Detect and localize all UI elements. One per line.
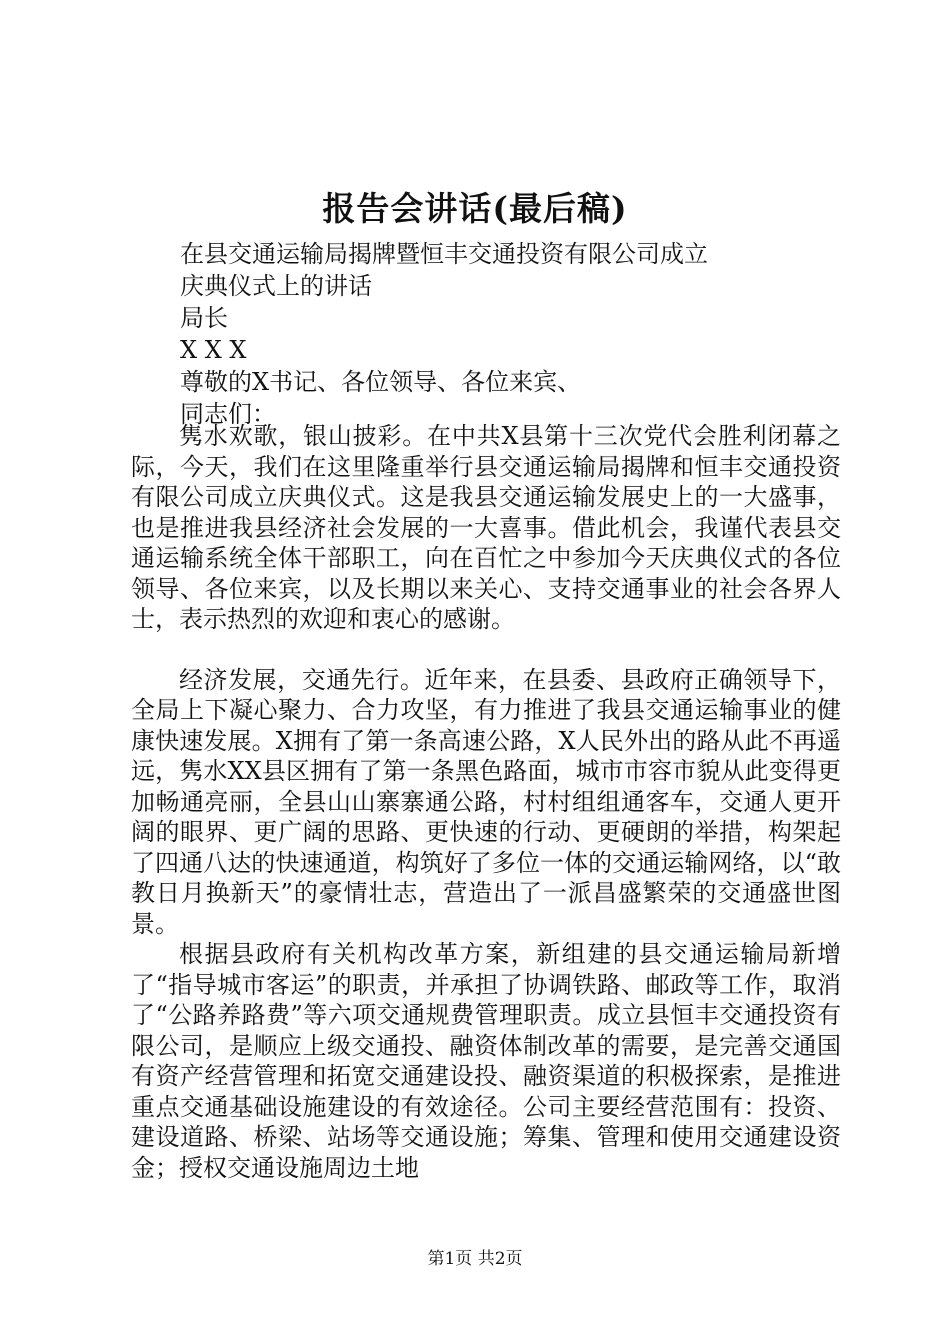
- page-number: 第1页 共2页: [427, 1249, 523, 1269]
- speech-body: [131, 421, 841, 1183]
- speech-occasion-line-1: 在县交通运输局揭牌暨恒丰交通投资有限公司成立: [180, 240, 708, 268]
- paragraph-reform: 根据县政府有关机构改革方案，新组建的县交通运输局新增了“指导城市客运”的职责，并承担了协调铁路、邮政等工作，取消了“公路养路费”等六项交通规费管理职责。成立县恒丰交通投资有限公司，是顺应上级交通投、融资体制改革的需要，是完善交通国有资产经营管理和拓宽交通建设投、融资渠道的积极探索，是推进重点交通基础设施建设的有效途径。公司主要经营范围有：投资、建设道路、桥梁、站场等交通设施；筹集、管理和使用交通建设资金；授权交通设施周边土地: [131, 940, 841, 1182]
- speaker-position: 局长: [180, 304, 228, 332]
- speech-occasion-line-2: 庆典仪式上的讲话: [180, 272, 372, 300]
- paragraph-development: 经济发展，交通先行。近年来，在县委、县政府正确领导下，全局上下凝心聚力、合力攻坚，有力推进了我县交通运输事业的健康快速发展。X拥有了第一条高速公路，X人民外出的路从此不再遥远，隽水XX县区拥有了第一条黑色路面，城市市容市貌从此变得更加畅通亮丽，全县山山寨寨通公路，村村组组通客车，交通人更开阔的眼界、更广阔的思路、更快速的行动、更硬朗的举措，构架起了四通八达的快速通道，构筑好了多位一体的交通运输网络，以“敢教日月换新天”的豪情壮志，营造出了一派昌盛繁荣的交通盛世图景。: [131, 665, 841, 938]
- salutation-line-2: 同志们：: [180, 400, 276, 428]
- paragraph-opening: 隽水欢歌，银山披彩。在中共X县第十三次党代会胜利闭幕之际，今天，我们在这里隆重举行县交通运输局揭牌和恒丰交通投资有限公司成立庆典仪式。这是我县交通运输发展史上的一大盛事，也是推进我县经济社会发展的一大喜事。借此机会，我谨代表县交通运输系统全体干部职工，向在百忙之中参加今天庆典仪式的各位领导、各位来宾，以及长期以来关心、支持交通事业的社会各界人士，表示热烈的欢迎和衷心的感谢。: [131, 422, 841, 633]
- speech-header: [180, 238, 840, 430]
- salutation-line-1: 尊敬的X书记、各位领导、各位来宾、: [180, 368, 582, 396]
- document-title: 报告会讲话(最后稿): [322, 189, 628, 228]
- speaker-name: X X X: [180, 336, 247, 364]
